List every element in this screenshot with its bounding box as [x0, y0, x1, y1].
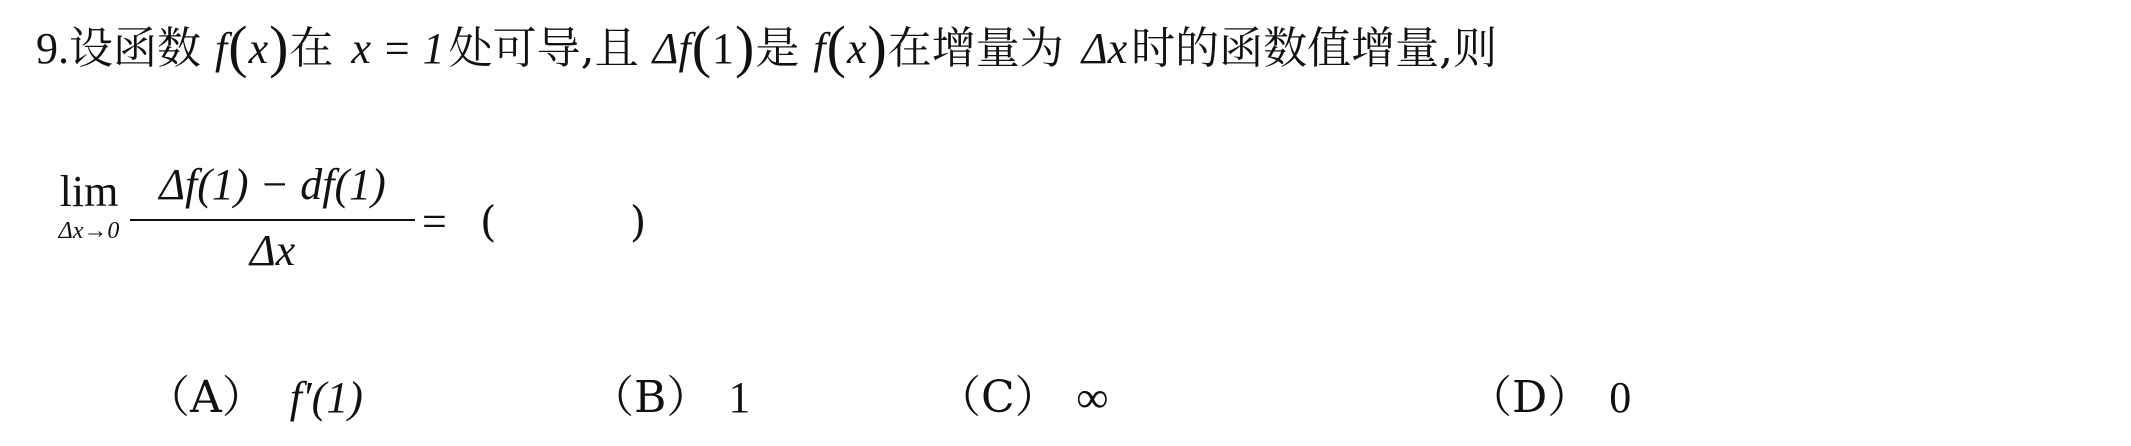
- option-b[interactable]: [590, 368, 750, 428]
- stem-text-2: 在: [289, 23, 334, 74]
- option-d-value: 0: [1609, 373, 1632, 422]
- stem-text-3: 处可导,且: [448, 23, 639, 74]
- stem-text-6: 时的函数值增量,则: [1131, 23, 1498, 74]
- stem-paren-close: ): [269, 14, 289, 79]
- stem-math-x: x: [248, 24, 269, 73]
- stem-paren-open-2: (: [691, 14, 712, 79]
- limit-subscript: Δx→0: [58, 218, 120, 244]
- stem-math-x-eq-1: x = 1: [351, 24, 445, 73]
- stem-text-5: 在增量为: [887, 23, 1064, 74]
- limit-fraction: [130, 155, 415, 279]
- question-number: 9.: [36, 24, 69, 73]
- answer-blank[interactable]: ( ): [480, 197, 647, 246]
- option-d[interactable]: [1468, 368, 1631, 428]
- equals-sign: =: [422, 197, 447, 246]
- stem-math-delta-x: Δx: [1081, 24, 1128, 73]
- stem-text-4: 是: [755, 23, 800, 74]
- option-b-value: 1: [728, 373, 751, 422]
- option-c-label: （C）: [937, 372, 1059, 423]
- stem-math-delta-f: Δf: [652, 24, 691, 73]
- fraction-denominator: Δx: [249, 226, 296, 275]
- stem-math-f-2: f: [813, 24, 826, 73]
- stem-math-x-2: x: [846, 24, 867, 73]
- option-a-label: （A）: [146, 372, 266, 423]
- stem-paren-open: (: [228, 14, 248, 79]
- fraction-bar: [130, 219, 415, 221]
- option-c-value: ∞: [1076, 373, 1109, 422]
- stem-math-f: f: [215, 24, 228, 73]
- stem-paren-close-2: ): [735, 14, 755, 79]
- limit-operator: lim: [59, 167, 119, 216]
- option-b-label: （B）: [590, 372, 711, 423]
- stem-paren-close-3: ): [867, 14, 887, 79]
- stem-paren-open-3: (: [826, 14, 846, 79]
- option-a[interactable]: [146, 368, 363, 428]
- option-d-label: （D）: [1468, 372, 1592, 423]
- stem-math-one: 1: [712, 24, 735, 73]
- question-stem: [36, 14, 1497, 79]
- option-a-value: f′(1): [289, 373, 363, 422]
- fraction-numerator: Δf(1) − df(1): [159, 160, 386, 209]
- stem-text-1: 设函数: [69, 23, 201, 74]
- option-c[interactable]: [937, 368, 1108, 428]
- limit-operator-block: [44, 167, 134, 246]
